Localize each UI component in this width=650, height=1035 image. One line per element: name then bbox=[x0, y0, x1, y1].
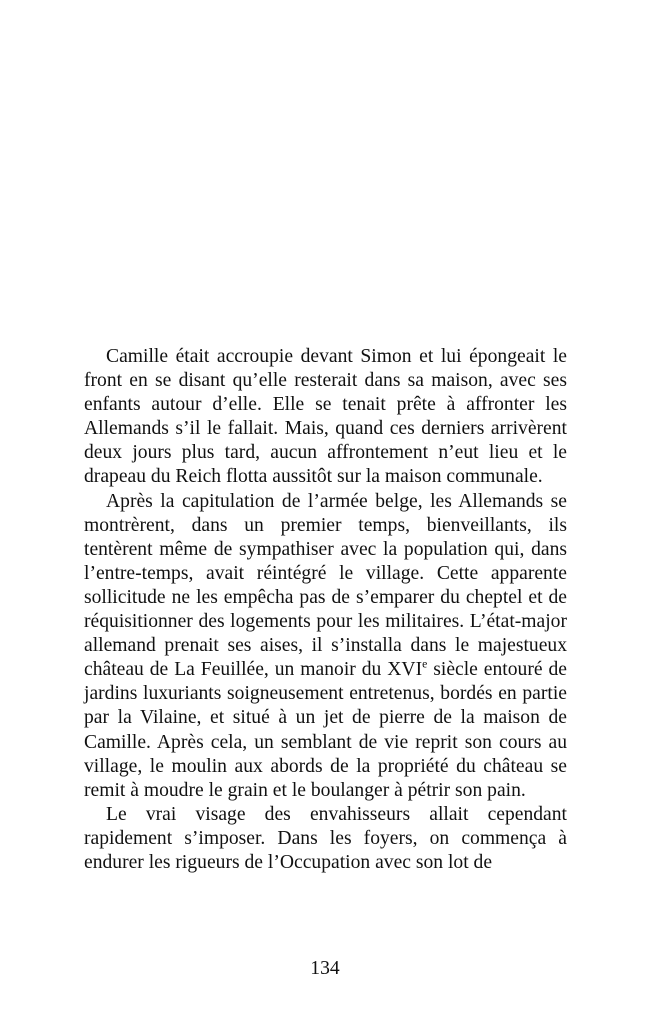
page-number: 134 bbox=[310, 958, 340, 979]
paragraph-2-text-before: Après la capitulation de l’armée belge, les Allemands se montrèrent, dans un premier temps, bienveillants, ils tentèrent même de sympathiser avec la population qui, dans l’entre-temps, avait réintégré le village. Cette apparente sollicitude ne les empêcha pas de s’emparer du cheptel et de réquisitionner des logements pour les militaires. L’état-major allemand prenait ses aises, il s’installa dans le majestueux château de La Feuillée, un manoir du XVI bbox=[84, 490, 567, 681]
century-superscript: e bbox=[422, 657, 428, 671]
paragraph-2 bbox=[84, 490, 567, 803]
paragraph-3: Le vrai visage des envahisseurs allait cependant rapidement s’imposer. Dans les foyers, on commença à endurer les rigueurs de l’Occupation avec son lot de bbox=[84, 803, 567, 873]
paragraph-1: Camille était accroupie devant Simon et lui épongeait le front en se disant qu’elle resterait dans sa maison, avec ses enfants autour d’elle. Elle se tenait prête à affronter les Allemands s’il le fallait. Mais, quand ces derniers arrivèrent deux jours plus tard, aucun affrontement n’eut lieu et le drapeau du Reich flotta aussitôt sur la maison communale. bbox=[84, 346, 567, 488]
paragraph-2-text-after: siècle entouré de jardins luxuriants soigneusement entretenus, bordés en partie par la Vilaine, et situé à un jet de pierre de la maison de Camille. Après cela, un semblant de vie reprit son cours au village, le moulin aux abords de la propriété du château se remit à moudre le grain et le boulanger à pétrir son pain. bbox=[84, 659, 567, 801]
body-text bbox=[84, 345, 567, 875]
